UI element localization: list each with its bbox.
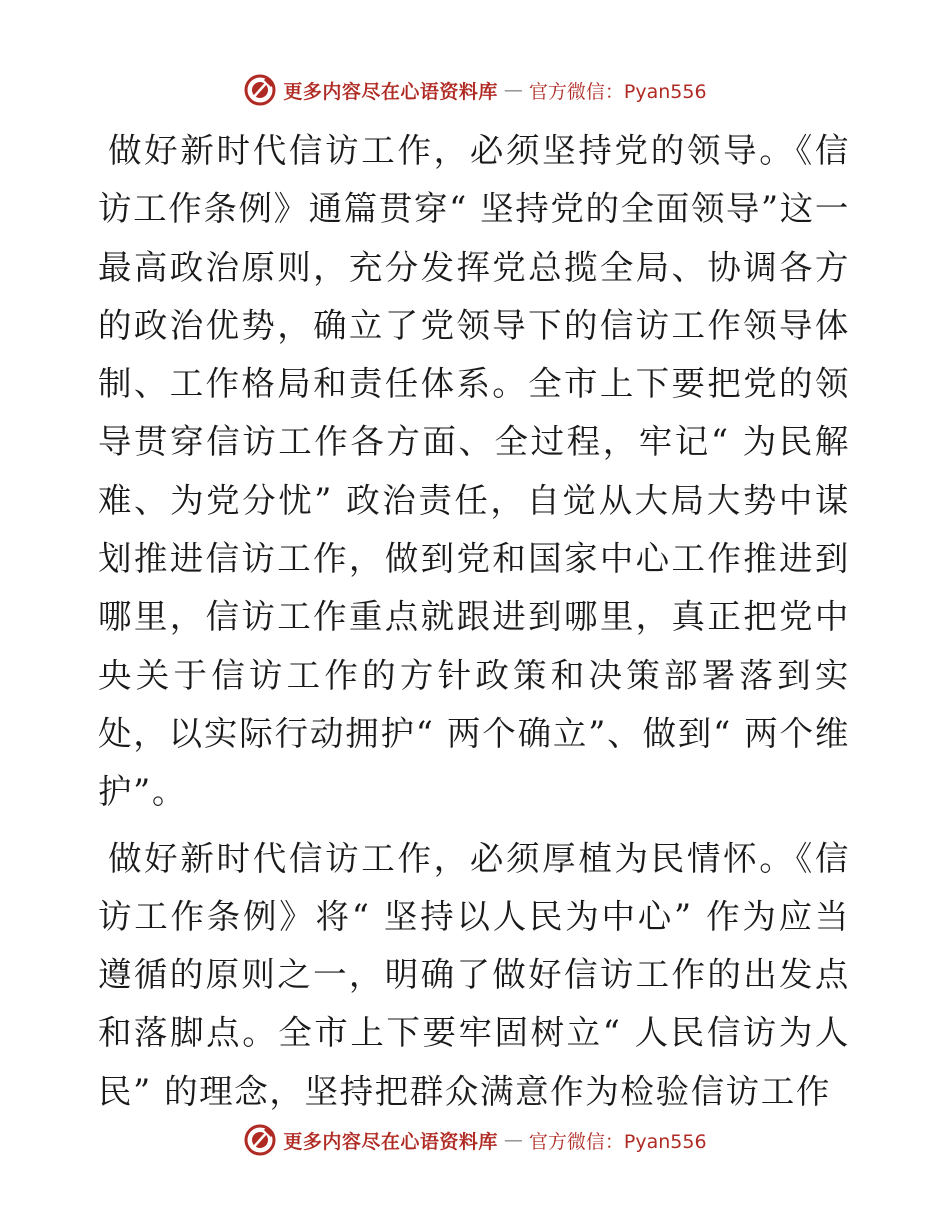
banner-separator: — — [503, 1129, 523, 1151]
seal-logo-icon — [243, 73, 277, 107]
promo-text: 更多内容尽在心语资料库 — [283, 1130, 498, 1153]
banner-separator: — — [503, 79, 523, 101]
promo-text: 更多内容尽在心语资料库 — [283, 80, 498, 103]
wechat-id: 官方微信：Pyan556 — [528, 80, 707, 103]
paragraph-1: 做好新时代信访工作，必须坚持党的领导。《信访工作条例》通篇贯穿“ 坚持党的全面领导”这一最高政治原则，充分发挥党总揽全局、协调各方的政治优势，确立了党领导下的信访工作领导体制、工作格局和责任体系。全市上下要把党的领导贯穿信访工作各方面、全过程，牢记“ 为民解难、为党分忧” 政治责任，自觉从大局大势中谋划推进信访工作，做到党和国家中心工作推进到哪里，信访工作重点就跟进到哪里，真正把党中央关于信访工作的方针政策和决策部署落到实处，以实际行动拥护“ 两个确立”、做到“ 两个维护”。 — [98, 131, 850, 812]
seal-logo-icon — [243, 1123, 277, 1157]
wechat-id: 官方微信：Pyan556 — [528, 1130, 707, 1153]
footer-banner — [0, 1120, 950, 1160]
document-body — [98, 122, 850, 1127]
paragraph-2: 做好新时代信访工作，必须厚植为民情怀。《信访工作条例》将“ 坚持以人民为中心” 作为应当遵循的原则之一，明确了做好信访工作的出发点和落脚点。全市上下要牢固树立“ 人民信访为人民” 的理念，坚持把群众满意作为检验信访工作 — [98, 838, 850, 1111]
header-banner — [0, 70, 950, 110]
